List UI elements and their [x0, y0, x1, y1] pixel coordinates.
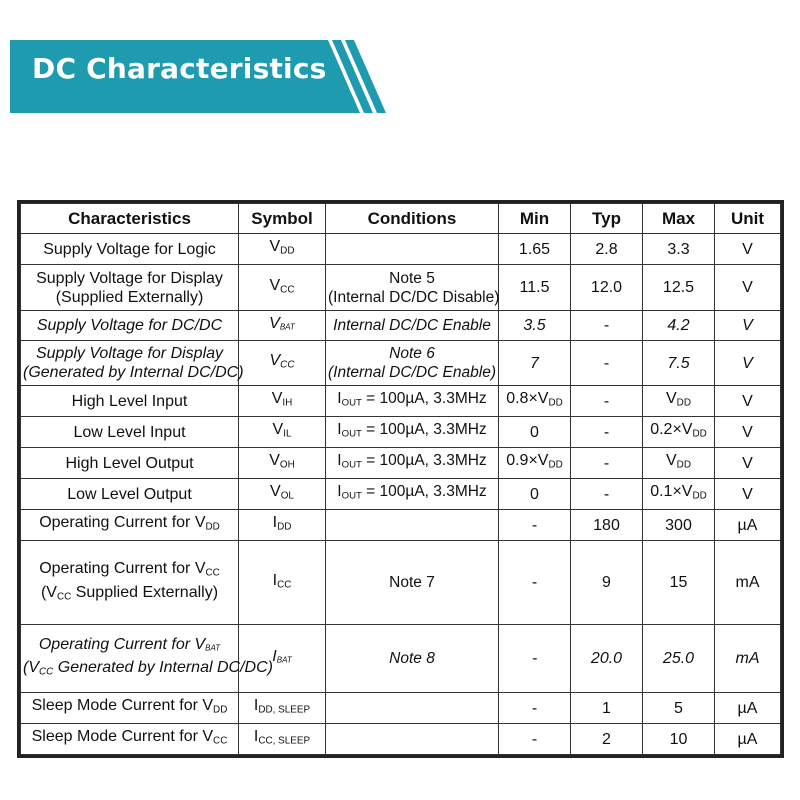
symbol-cell: $V_{IL}$ — [239, 417, 326, 448]
title-banner — [10, 40, 390, 113]
column-header-characteristics: Characteristics — [21, 204, 239, 234]
characteristic-cell: Operating Current for VBAT ($V_{CC}$ Generated by Internal DC/DC) — [21, 625, 239, 693]
symbol-cell: $I_{CC, SLEEP}$ — [239, 724, 326, 755]
typ-cell: - — [571, 479, 643, 510]
table-row — [21, 625, 781, 693]
conditions-cell: $I_{OUT} = 100\mu A$, 3.3MHz — [326, 479, 499, 510]
conditions-cell: Note 8 — [326, 625, 499, 693]
conditions-cell — [326, 234, 499, 265]
max-cell: 300 — [643, 510, 715, 541]
unit-cell: V — [715, 341, 781, 386]
dc-characteristics-table — [20, 203, 781, 755]
table-row — [21, 479, 781, 510]
table-row — [21, 265, 781, 311]
symbol-cell: $I_{DD}$ — [239, 510, 326, 541]
characteristic-cell: Operating Current for $V_{DD}$ — [21, 510, 239, 541]
characteristic-cell: Low Level Output — [21, 479, 239, 510]
unit-cell: V — [715, 234, 781, 265]
unit-cell: V — [715, 386, 781, 417]
max-cell: 4.2 — [643, 311, 715, 341]
symbol-cell: $V_{IH}$ — [239, 386, 326, 417]
min-cell: - — [499, 693, 571, 724]
max-cell: $V_{DD}$ — [643, 448, 715, 479]
conditions-cell: $I_{OUT} = 100\mu A$, 3.3MHz — [326, 448, 499, 479]
characteristic-cell: Supply Voltage for DC/DC — [21, 311, 239, 341]
min-cell: $0.8\times V_{DD}$ — [499, 386, 571, 417]
column-header-typ: Typ — [571, 204, 643, 234]
table-row — [21, 386, 781, 417]
unit-cell: V — [715, 265, 781, 311]
min-cell: - — [499, 625, 571, 693]
min-cell: 1.65 — [499, 234, 571, 265]
max-cell: 7.5 — [643, 341, 715, 386]
symbol-cell: $I_{CC}$ — [239, 541, 326, 625]
min-cell: - — [499, 541, 571, 625]
symbol-cell: $V_{CC}$ — [239, 265, 326, 311]
max-cell: 25.0 — [643, 625, 715, 693]
table-row — [21, 417, 781, 448]
characteristic-cell: High Level Output — [21, 448, 239, 479]
characteristic-cell: Supply Voltage for Display (Generated by Internal DC/DC) — [21, 341, 239, 386]
min-cell: - — [499, 724, 571, 755]
max-cell: 12.5 — [643, 265, 715, 311]
characteristic-cell: Operating Current for $V_{CC}$ ($V_{CC}$ Supplied Externally) — [21, 541, 239, 625]
max-cell: $0.2\times V_{DD}$ — [643, 417, 715, 448]
min-cell: 0 — [499, 479, 571, 510]
unit-cell: V — [715, 417, 781, 448]
table-row — [21, 724, 781, 755]
conditions-cell: Note 7 — [326, 541, 499, 625]
max-cell: 10 — [643, 724, 715, 755]
table-row — [21, 341, 781, 386]
min-cell: 11.5 — [499, 265, 571, 311]
min-cell: - — [499, 510, 571, 541]
unit-cell: mA — [715, 625, 781, 693]
table-row — [21, 510, 781, 541]
typ-cell: - — [571, 341, 643, 386]
conditions-cell: Note 5 (Internal DC/DC Disable) — [326, 265, 499, 311]
min-cell: 0 — [499, 417, 571, 448]
table-row — [21, 448, 781, 479]
table-row — [21, 234, 781, 265]
conditions-cell — [326, 693, 499, 724]
typ-cell: 2.8 — [571, 234, 643, 265]
table-row — [21, 693, 781, 724]
max-cell: 3.3 — [643, 234, 715, 265]
characteristic-cell: Low Level Input — [21, 417, 239, 448]
typ-cell: - — [571, 386, 643, 417]
typ-cell: - — [571, 417, 643, 448]
conditions-cell — [326, 510, 499, 541]
column-header-conditions: Conditions — [326, 204, 499, 234]
max-cell: 15 — [643, 541, 715, 625]
column-header-unit: Unit — [715, 204, 781, 234]
symbol-cell: $V_{OH}$ — [239, 448, 326, 479]
unit-cell: µA — [715, 510, 781, 541]
unit-cell: V — [715, 479, 781, 510]
conditions-cell: $I_{OUT} = 100\mu A$, 3.3MHz — [326, 386, 499, 417]
min-cell: $0.9\times V_{DD}$ — [499, 448, 571, 479]
typ-cell: - — [571, 448, 643, 479]
max-cell: 5 — [643, 693, 715, 724]
min-cell: 3.5 — [499, 311, 571, 341]
unit-cell: V — [715, 311, 781, 341]
min-cell: 7 — [499, 341, 571, 386]
typ-cell: 180 — [571, 510, 643, 541]
unit-cell: µA — [715, 693, 781, 724]
symbol-cell: $I_{DD, SLEEP}$ — [239, 693, 326, 724]
symbol-cell: $V_{OL}$ — [239, 479, 326, 510]
conditions-cell: Note 6 (Internal DC/DC Enable) — [326, 341, 499, 386]
max-cell: $V_{DD}$ — [643, 386, 715, 417]
header-row — [21, 204, 781, 234]
typ-cell: - — [571, 311, 643, 341]
typ-cell: 9 — [571, 541, 643, 625]
page-title: DC Characteristics — [32, 52, 327, 85]
unit-cell: mA — [715, 541, 781, 625]
unit-cell: µA — [715, 724, 781, 755]
typ-cell: 1 — [571, 693, 643, 724]
symbol-cell: $V_{CC}$ — [239, 341, 326, 386]
table-row — [21, 541, 781, 625]
conditions-cell: $I_{OUT} = 100\mu A$, 3.3MHz — [326, 417, 499, 448]
typ-cell: 20.0 — [571, 625, 643, 693]
column-header-max: Max — [643, 204, 715, 234]
unit-cell: V — [715, 448, 781, 479]
characteristic-cell: Supply Voltage for Logic — [21, 234, 239, 265]
dc-characteristics-table-frame — [17, 200, 784, 758]
column-header-min: Min — [499, 204, 571, 234]
symbol-cell: $V_{DD}$ — [239, 234, 326, 265]
characteristic-cell: Sleep Mode Current for $V_{CC}$ — [21, 724, 239, 755]
typ-cell: 2 — [571, 724, 643, 755]
symbol-cell: VBAT — [239, 311, 326, 341]
typ-cell: 12.0 — [571, 265, 643, 311]
characteristic-cell: High Level Input — [21, 386, 239, 417]
max-cell: $0.1\times V_{DD}$ — [643, 479, 715, 510]
table-row — [21, 311, 781, 341]
characteristic-cell: Supply Voltage for Display (Supplied Externally) — [21, 265, 239, 311]
symbol-cell: IBAT — [239, 625, 326, 693]
conditions-cell — [326, 724, 499, 755]
characteristic-cell: Sleep Mode Current for $V_{DD}$ — [21, 693, 239, 724]
column-header-symbol: Symbol — [239, 204, 326, 234]
conditions-cell: Internal DC/DC Enable — [326, 311, 499, 341]
